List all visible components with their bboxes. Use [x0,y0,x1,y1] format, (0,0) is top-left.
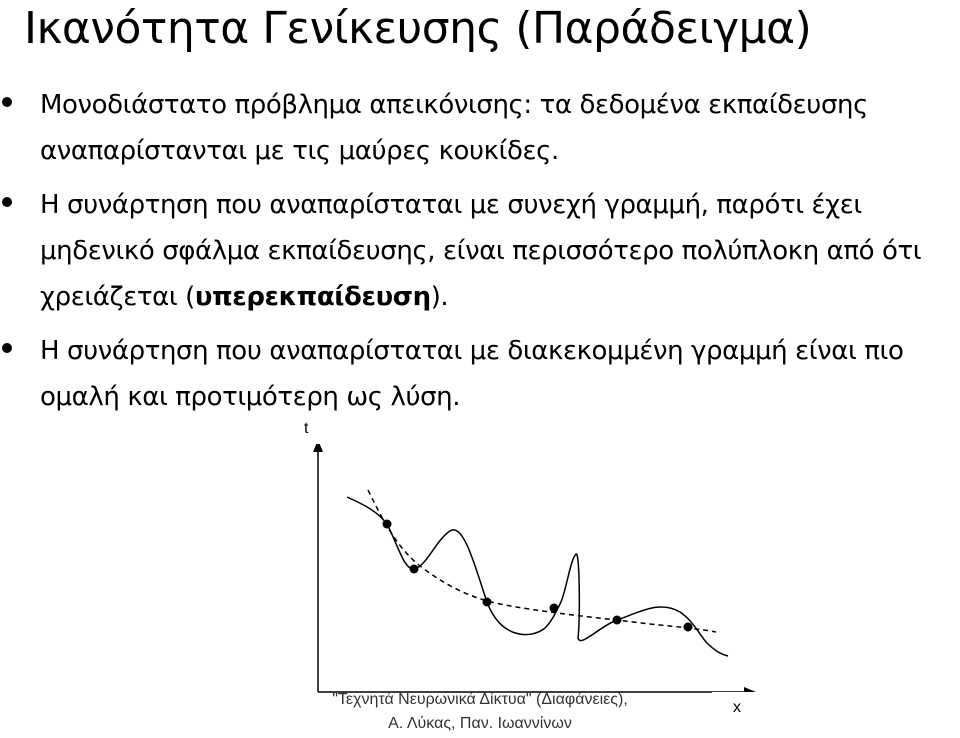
bullet-text-part: ). [430,282,449,312]
bullet-text-part: Η συνάρτηση που αναπαρίσταται με συνεχή γραμμή, παρότι έχει μηδενικό σφάλμα εκπαίδευσης, είναι περισσότερο πολύπλοκη από ότι χρειάζεται ( [40,190,922,312]
training-point [684,623,693,632]
bullet-list [0,82,960,428]
training-point [410,565,419,574]
bullet-item-3 [0,328,960,420]
bullet-text-part: Η συνάρτηση που αναπαρίσταται με διακεκομμένη γραμμή είναι πιο ομαλή και προτιμότερη ως λύση. [40,336,904,412]
bullet-text-part: Μονοδιάστατο πρόβλημα απεικόνισης: τα δεδομένα εκπαίδευσης αναπαρίστανται με τις μαύρες κουκίδες. [40,90,868,166]
training-point [483,598,492,607]
footer-line-2: Α. Λύκας, Παν. Ιωαννίνων [388,715,572,732]
bullet-text [40,328,960,420]
bullet-dot [2,97,12,107]
x-axis-label: x [712,692,762,724]
slide-title: Ικανότητα Γενίκευσης (Παράδειγμα) [24,3,812,54]
footer-line-1: "Τεχνητά Νευρωνικά Δίκτυα" (Διαφάνειες), [332,691,628,708]
y-axis-label: t [300,414,338,444]
overfit-solid-curve [347,497,728,656]
smooth-fit-dashed-curve [368,490,716,632]
bullet-item-2 [0,182,960,320]
training-point [383,520,392,529]
bullet-item-1 [0,82,960,174]
bullet-text [40,182,960,320]
footer [290,688,670,736]
bullet-dot [2,343,12,353]
training-point [550,604,559,613]
bullet-dot [2,197,12,207]
bullet-text [40,82,960,174]
training-point [613,616,622,625]
bullet-bold-term: υπερεκπαίδευση [194,282,431,312]
